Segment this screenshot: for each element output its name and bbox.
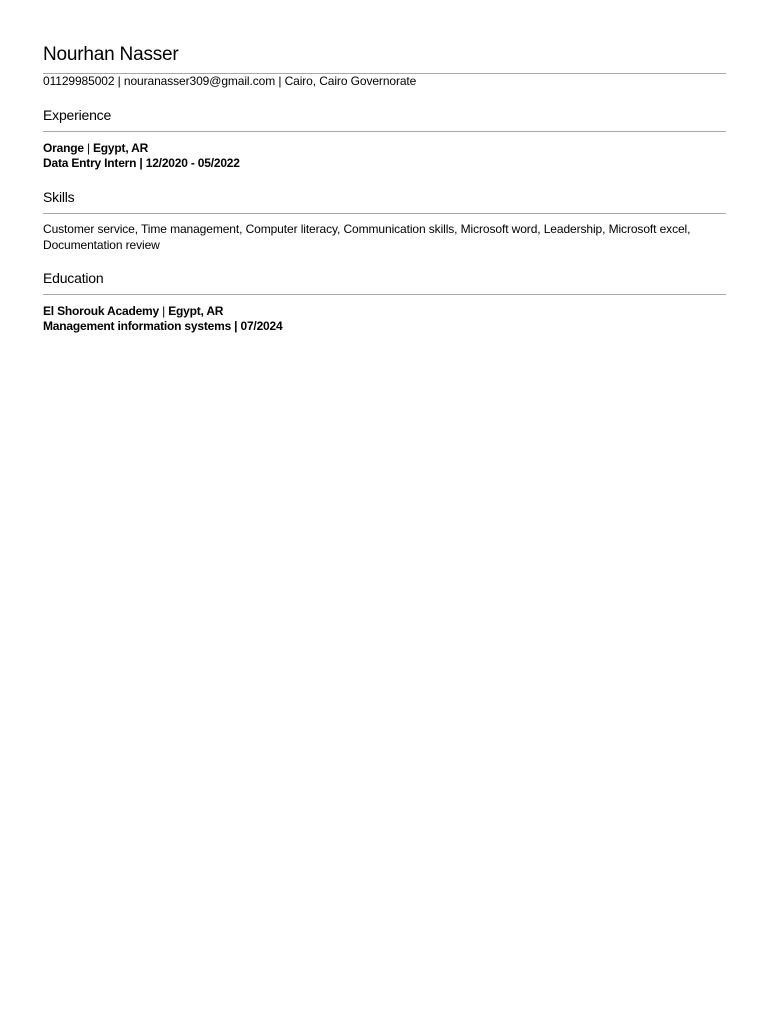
- experience-role-separator: |: [136, 156, 146, 170]
- education-degree-line: [43, 319, 282, 334]
- education-degree-separator: |: [231, 319, 241, 333]
- education-dates: 07/2024: [240, 319, 283, 333]
- experience-company-line: [43, 141, 148, 156]
- experience-dates: 12/2020 - 05/2022: [145, 156, 240, 170]
- skills-heading: Skills: [43, 189, 75, 205]
- experience-company-separator: |: [83, 141, 93, 155]
- candidate-name: Nourhan Nasser: [43, 44, 179, 65]
- education-school-line: [43, 304, 223, 319]
- education-school: El Shorouk Academy: [43, 304, 159, 318]
- skills-list: Customer service, Time management, Computer literacy, Communication skills, Microsoft word, Leadership, Microsoft excel, Documentation review: [43, 222, 691, 252]
- experience-role-line: [43, 156, 240, 171]
- education-location: Egypt, AR: [168, 304, 224, 318]
- experience-company: Orange: [43, 141, 84, 155]
- contact-line: 01129985002 | nouranasser309@gmail.com | Cairo, Cairo Governorate: [43, 74, 417, 88]
- experience-location: Egypt, AR: [93, 141, 149, 155]
- education-school-separator: |: [159, 304, 169, 318]
- education-heading: Education: [43, 270, 104, 286]
- skills-divider: [43, 213, 726, 214]
- experience-heading: Experience: [43, 107, 112, 123]
- education-divider: [43, 294, 726, 295]
- experience-role: Data Entry Intern: [43, 156, 137, 170]
- experience-divider: [43, 131, 726, 132]
- education-degree: Management information systems: [43, 319, 232, 333]
